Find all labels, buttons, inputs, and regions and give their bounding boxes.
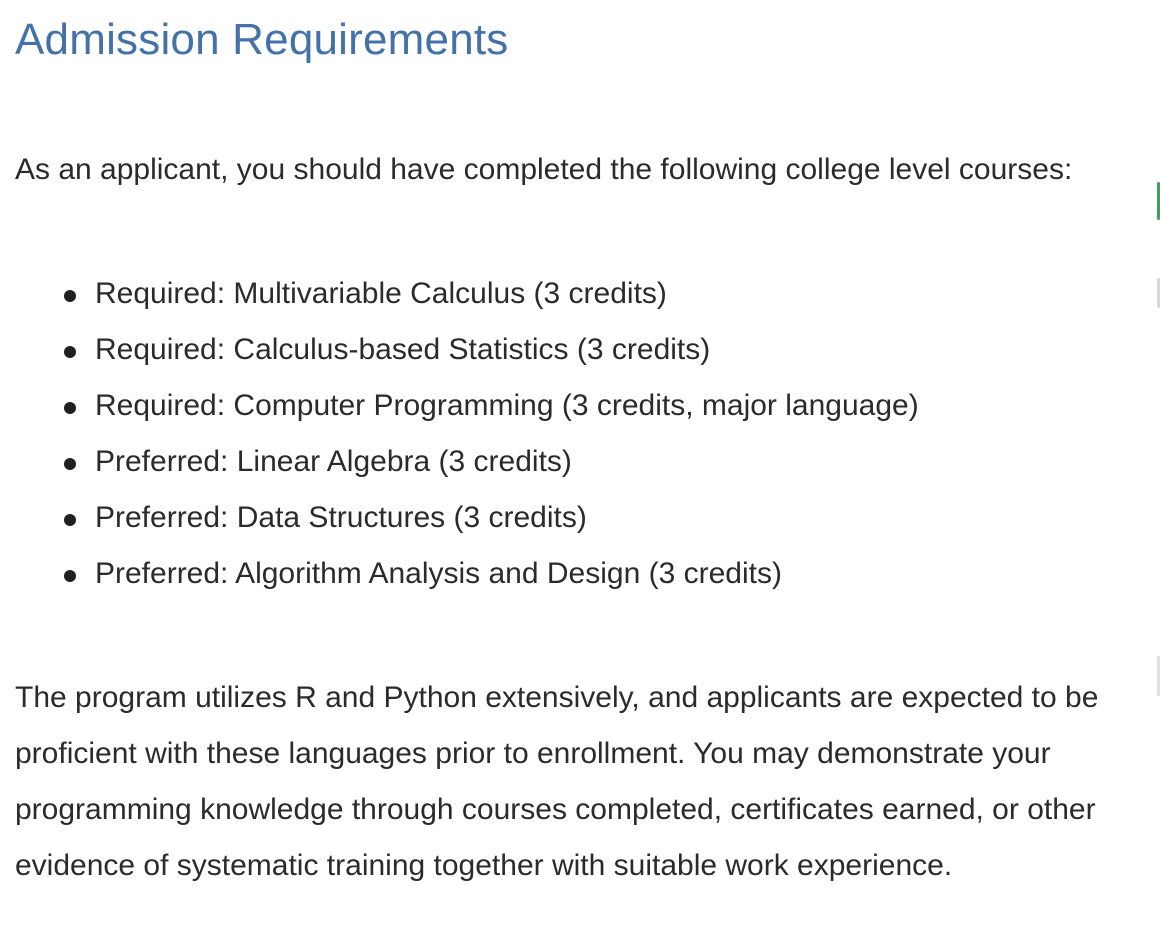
course-label: Required: Calculus-based Statistics (3 credits)	[95, 333, 711, 366]
course-label: Required: Computer Programming (3 credits, major language)	[95, 389, 919, 422]
course-label: Required: Multivariable Calculus (3 credits)	[95, 277, 667, 310]
admission-requirements-section	[15, 0, 1155, 882]
program-description: The program utilizes R and Python extensively, and applicants are expected to be proficient with these languages prior to enrollment. You may demonstrate your programming knowledge through courses completed, certificates earned, or other evidence of systematic training together with suitable work experience.	[15, 681, 1099, 882]
list-item	[15, 436, 919, 492]
list-item	[15, 492, 919, 548]
course-list	[15, 268, 919, 604]
list-item	[15, 380, 919, 436]
list-item	[15, 548, 919, 604]
list-item	[15, 268, 919, 324]
course-label: Preferred: Algorithm Analysis and Design (3 credits)	[95, 557, 782, 590]
bullet-icon	[64, 346, 76, 358]
course-label: Preferred: Data Structures (3 credits)	[95, 501, 587, 534]
list-item	[15, 324, 919, 380]
bullet-icon	[64, 290, 76, 302]
bullet-icon	[64, 402, 76, 414]
bullet-icon	[64, 514, 76, 526]
bullet-icon	[64, 458, 76, 470]
course-label: Preferred: Linear Algebra (3 credits)	[95, 445, 572, 478]
bullet-icon	[64, 570, 76, 582]
intro-text: As an applicant, you should have completed the following college level courses:	[15, 153, 1073, 186]
page-title: Admission Requirements	[15, 15, 509, 64]
